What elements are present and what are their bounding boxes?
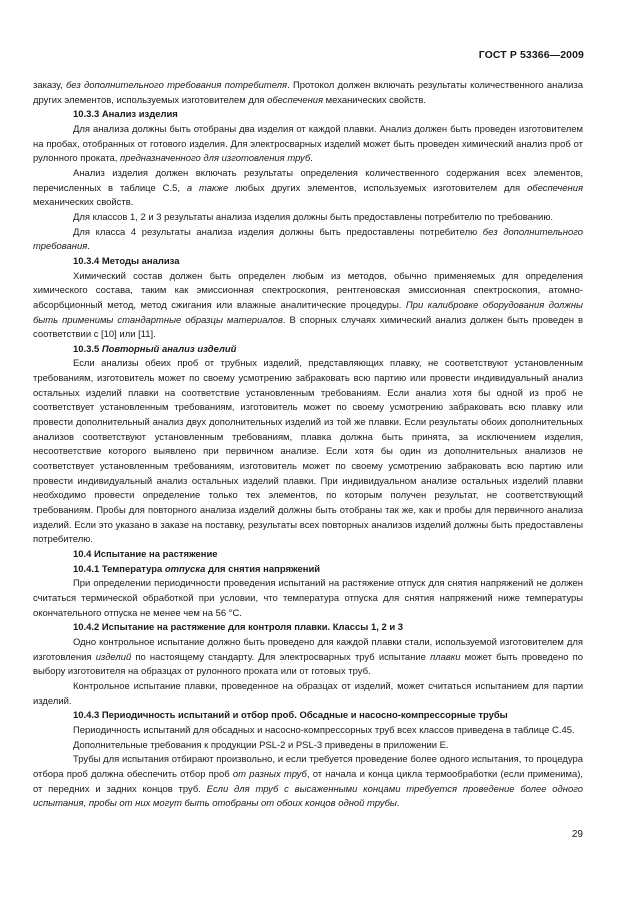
paragraph: Периодичность испытаний для обсадных и насосно-компрессорных труб всех классов приведена в таблице С.45. xyxy=(73,724,575,736)
section-heading-10-3-4: 10.3.4 Методы анализа xyxy=(73,255,180,267)
paragraph: При определении периодичности проведения испытаний на растяжение отпуск для снятия напряжений не должен считаться термической обработкой при условии, что температура отпуска для снятия напряжений ниже температуры окончательного отпуска не менее чем на 56 °С. xyxy=(33,578,583,619)
paragraph: Анализ изделия должен включать результаты определения количественного содержания всех элементов, перечисленных в таблице С.5, а также любых других элементов, используемых изготовителем для обеспечения механических свойств. xyxy=(33,167,584,209)
page-number: 29 xyxy=(571,829,583,840)
paragraph: Если анализы обеих проб от трубных изделий, представляющих плавку, не соответствуют установленным требованиям, изготовитель может по своему усмотрению забраковать всю партию или провести индивидуальный анализ остальных изделий плавки на соответствие установленным требованиям. Если анализ хотя бы одной из проб не соответствует установленным требованиям, изготовитель может по своему усмотрению забраковать всю плавку или провести дополнительный анализ двух дополнительных изделий из той же плавки. Если результаты обоих дополнительных анализов соответствуют установленным требованиям, плавка должна быть принята, за исключением изделия, несоответствие которого выявлено при первичном анализе. Если хотя бы один из дополнительных анализов не соответствует установленным требованиям, изготовитель может по своему усмотрению забраковать всю партию или провести индивидуальный анализ остальных изделий плавки. При индивидуальном анализе остальных изделий плавки необходимо провести определение только тех элементов, по которым получен результат, не соответствующий требованиям. Пробы для повторного анализа изделий должны быть отобраны так же, как и пробы для первичного анализа изделий. Если это указано в заказе на поставку, результаты всех повторных анализов изделий должны быть предоставлены потребителю. xyxy=(33,358,583,546)
section-heading-10-4-3: 10.4.3 Периодичность испытаний и отбор проб. Обсадные и насосно-компрессорные трубы xyxy=(73,710,508,722)
paragraph: Трубы для испытания отбирают произвольно, и если требуется проведение более одного испытания, то процедура отбора проб должна обеспечить отбор проб от разных труб, от начала и конца цикла термообработки (если применима), от передних и задних концов труб. Если для труб с высаженными концами требуется проведение более одного испытания, пробы от них могут быть отобраны от обоих концов одной трубы. xyxy=(33,754,584,810)
section-heading-10-4: 10.4 Испытание на растяжение xyxy=(73,549,218,560)
section-heading-10-4-1: 10.4.1 Температура отпуска для снятия напряжений xyxy=(73,563,321,575)
section-heading-10-3-5: 10.3.5 Повторный анализ изделий xyxy=(73,343,237,355)
paragraph: Химический состав должен быть определен любым из методов, обычно применяемых для определения химического состава, таким как эмиссионная спектроскопия, рентгеновская эмиссионная спектроскопия, атомно-абсорбционный метод, метод сжигания или влажные аналитические процедуры. При калибровке оборудования должны быть применимы стандартные образцы материалов. В спорных случаях химический анализ должен быть проведен в соответствии с [10] или [11]. xyxy=(33,270,583,341)
document-code: ГОСТ Р 53366—2009 xyxy=(478,49,584,61)
paragraph: Одно контрольное испытание должно быть проведено для каждой плавки стали, используемой изготовителем для изготовления изделий по настоящему стандарту. Для электросварных труб испытание плавки может быть проведено по выбору изготовителя на образцах от рулонного проката или от готовых труб. xyxy=(33,636,584,678)
paragraph: заказу, без дополнительного требования потребителя. Протокол должен включать результаты количественного анализа других элементов, используемых изготовителем для обеспечения механических свойств. xyxy=(33,80,583,106)
paragraph: Дополнительные требования к продукции PSL-2 и PSL-3 приведены в приложении Е. xyxy=(73,739,449,751)
paragraph: Для класса 4 результаты анализа изделия должны быть предоставлены потребителю без дополнительного требования. xyxy=(33,226,584,253)
paragraph: Контрольное испытание плавки, проведенное на образцах от изделий, может считаться испытанием для партии изделий. xyxy=(33,680,583,707)
section-heading-10-4-2: 10.4.2 Испытание на растяжение для контроля плавки. Классы 1, 2 и 3 xyxy=(73,622,403,634)
paragraph: Для анализа должны быть отобраны два изделия от каждой плавки. Анализ должен быть проведен изготовителем на пробах, отобранных от готового изделия. Для электросварных изделий может быть проведен химический анализ проб от рулонного проката, предназначенного для изготовления труб. xyxy=(33,123,583,165)
section-heading-10-3-3: 10.3.3 Анализ изделия xyxy=(73,109,178,121)
body-text xyxy=(33,79,583,812)
paragraph: Для классов 1, 2 и 3 результаты анализа изделия должны быть предоставлены потребителю по требованию. xyxy=(73,211,554,223)
